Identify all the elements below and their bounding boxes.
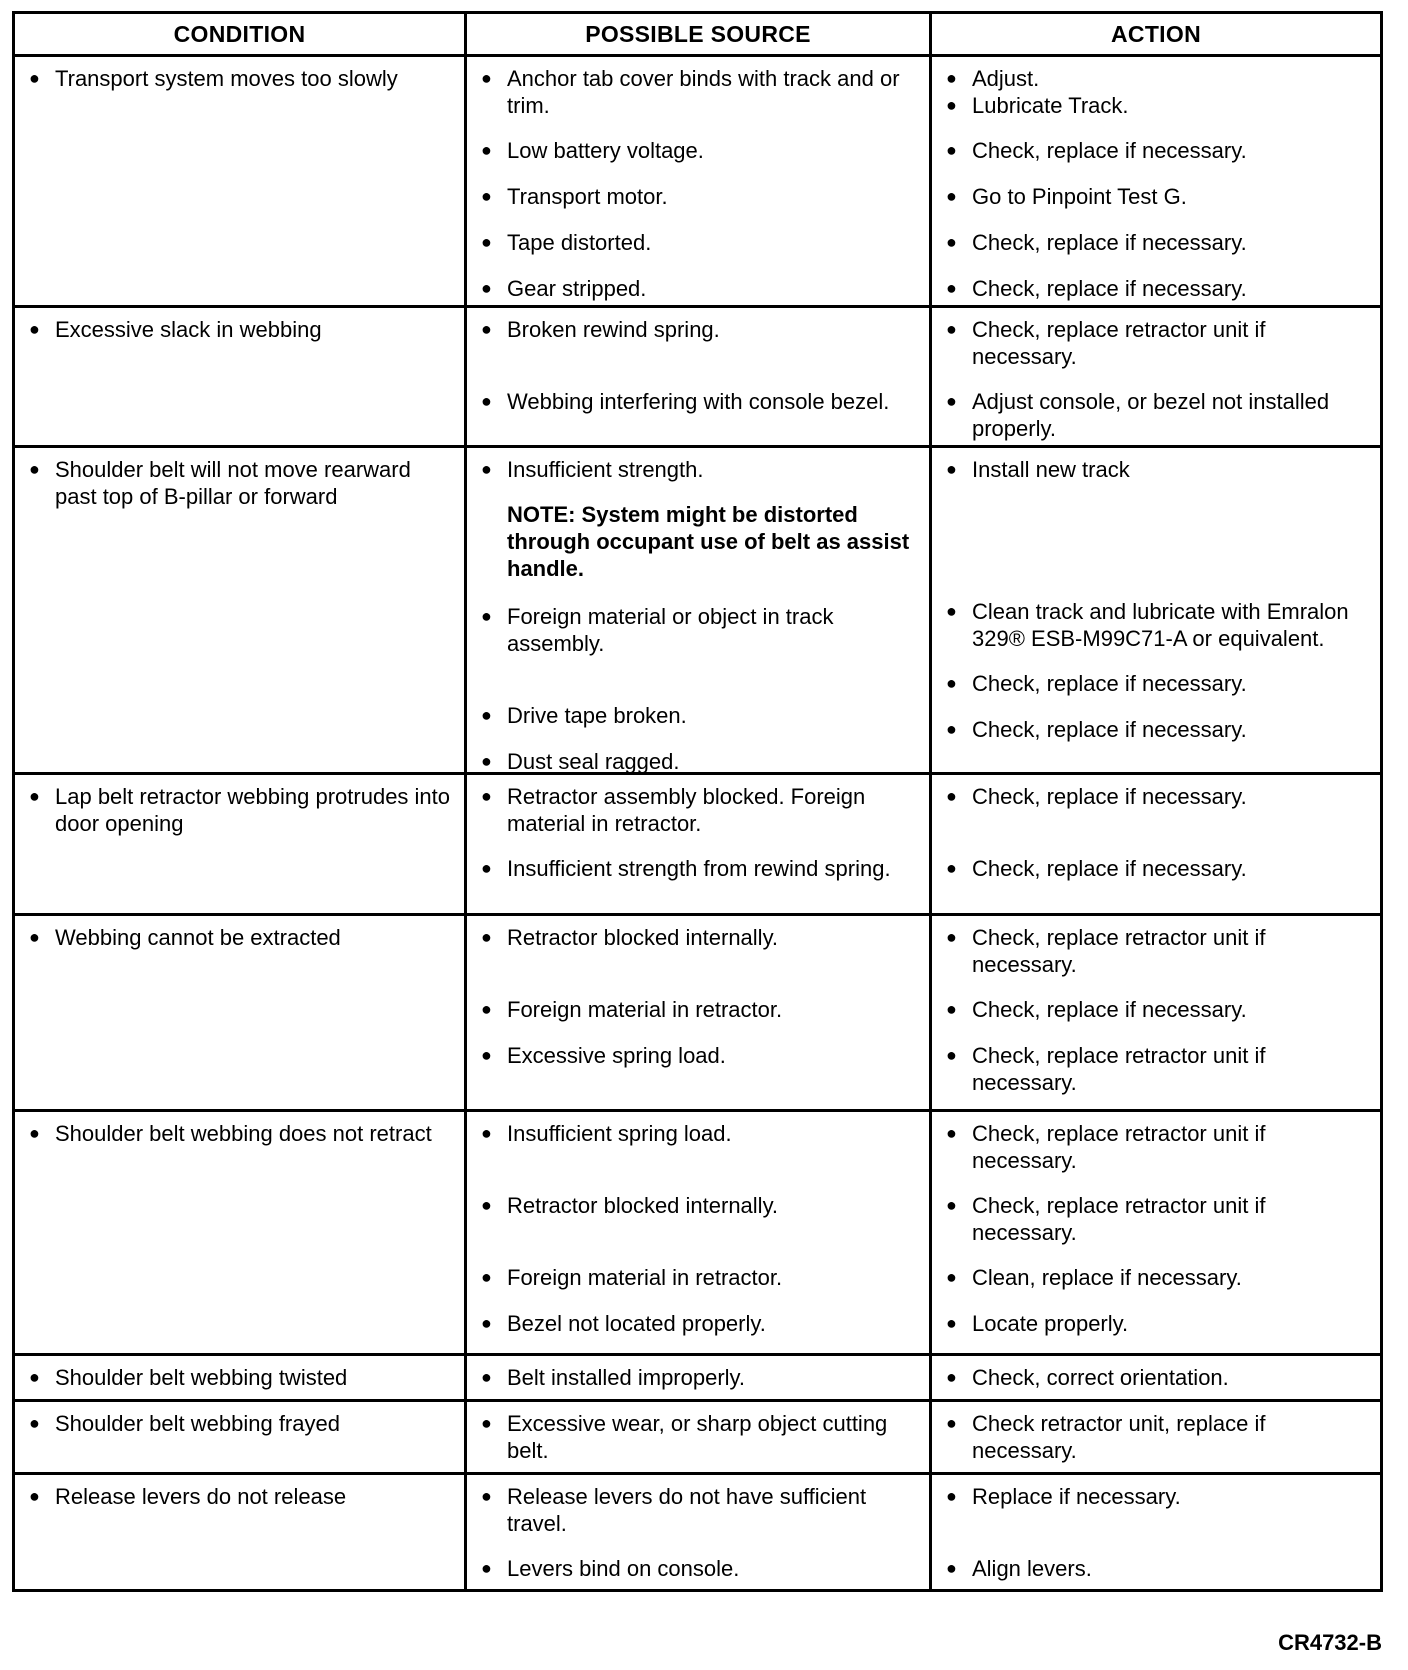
bullet-icon: ● [481, 705, 492, 725]
bullet-icon: ● [481, 606, 492, 626]
bullet-icon: ● [29, 68, 40, 88]
action-cell [932, 1402, 1380, 1472]
condition-text: Webbing cannot be extracted [55, 925, 341, 950]
source-cell [467, 775, 932, 913]
source-cell [467, 916, 932, 1109]
bullet-icon: ● [481, 1486, 492, 1506]
source-text: Low battery voltage. [507, 138, 704, 163]
table-row [15, 308, 1380, 448]
source-cell [467, 1402, 932, 1472]
bullet-icon: ● [29, 319, 40, 339]
bullet-icon: ● [946, 1313, 957, 1333]
note-text: NOTE: System might be distorted through occupant use of belt as assist handle. [507, 502, 910, 581]
action-cell [932, 1356, 1380, 1399]
source-text: Foreign material or object in track assembly. [507, 604, 834, 656]
source-text: Foreign material in retractor. [507, 1265, 783, 1290]
bullet-icon: ● [946, 673, 957, 693]
condition-cell [15, 448, 467, 772]
bullet-icon: ● [481, 1195, 492, 1215]
bullet-icon: ● [481, 186, 492, 206]
table-row [15, 1402, 1380, 1475]
action-text: Check, replace if necessary. [972, 671, 1247, 696]
condition-text: Shoulder belt webbing twisted [55, 1365, 348, 1390]
condition-text: Shoulder belt webbing frayed [55, 1411, 340, 1436]
bullet-icon: ● [946, 601, 957, 621]
condition-cell [15, 916, 467, 1109]
action-cell [932, 916, 1380, 1109]
action-text: Align levers. [972, 1556, 1092, 1581]
action-text: Check, replace if necessary. [972, 856, 1247, 881]
source-text: Release levers do not have sufficient travel. [507, 1484, 867, 1536]
bullet-icon: ● [481, 751, 492, 771]
condition-cell [15, 775, 467, 913]
bullet-icon: ● [481, 278, 492, 298]
table-row [15, 916, 1380, 1112]
bullet-icon: ● [29, 1413, 40, 1433]
source-text: Broken rewind spring. [507, 317, 720, 342]
action-cell [932, 308, 1380, 445]
action-text: Locate properly. [972, 1311, 1129, 1336]
bullet-icon: ● [29, 459, 40, 479]
bullet-icon: ● [481, 391, 492, 411]
bullet-icon: ● [946, 95, 957, 115]
action-cell [932, 1112, 1380, 1353]
condition-text: Release levers do not release [55, 1484, 347, 1509]
condition-text: Shoulder belt webbing does not retract [55, 1121, 432, 1146]
bullet-icon: ● [946, 319, 957, 339]
troubleshooting-table [12, 11, 1383, 1592]
bullet-icon: ● [481, 319, 492, 339]
source-text: Transport motor. [507, 184, 668, 209]
action-text: Check, replace retractor unit if necessary. [972, 317, 1266, 369]
bullet-icon: ● [481, 1558, 492, 1578]
action-cell [932, 1475, 1380, 1589]
table-row [15, 775, 1380, 916]
bullet-icon: ● [29, 1123, 40, 1143]
action-cell [932, 448, 1380, 772]
bullet-icon: ● [946, 1367, 957, 1387]
source-cell [467, 57, 932, 305]
condition-cell [15, 57, 467, 305]
header-possible-source: POSSIBLE SOURCE [467, 14, 932, 54]
source-text: Levers bind on console. [507, 1556, 740, 1581]
source-text: Excessive wear, or sharp object cutting belt. [507, 1411, 888, 1463]
bullet-icon: ● [481, 1267, 492, 1287]
bullet-icon: ● [481, 999, 492, 1019]
action-text: Check, replace if necessary. [972, 138, 1247, 163]
bullet-icon: ● [481, 1123, 492, 1143]
source-text: Belt installed improperly. [507, 1365, 746, 1390]
condition-text: Transport system moves too slowly [55, 66, 398, 91]
action-text: Check, replace if necessary. [972, 997, 1247, 1022]
bullet-icon: ● [481, 786, 492, 806]
condition-text: Excessive slack in webbing [55, 317, 322, 342]
bullet-icon: ● [946, 459, 957, 479]
source-text: Drive tape broken. [507, 703, 687, 728]
action-text: Check, replace retractor unit if necessary. [972, 1193, 1266, 1245]
bullet-icon: ● [946, 858, 957, 878]
action-text: Go to Pinpoint Test G. [972, 184, 1187, 209]
bullet-icon: ● [946, 1486, 957, 1506]
action-text: Adjust. [972, 66, 1040, 91]
bullet-icon: ● [481, 1367, 492, 1387]
bullet-icon: ● [29, 786, 40, 806]
source-text: Dust seal ragged. [507, 749, 680, 774]
source-cell [467, 1112, 932, 1353]
source-text: Tape distorted. [507, 230, 652, 255]
action-text: Check, replace retractor unit if necessary. [972, 925, 1266, 977]
source-text: Bezel not located properly. [507, 1311, 766, 1336]
bullet-icon: ● [946, 1558, 957, 1578]
bullet-icon: ● [29, 1486, 40, 1506]
action-text: Clean, replace if necessary. [972, 1265, 1242, 1290]
bullet-icon: ● [946, 1195, 957, 1215]
source-cell [467, 1356, 932, 1399]
bullet-icon: ● [946, 278, 957, 298]
bullet-icon: ● [946, 232, 957, 252]
table-row [15, 1356, 1380, 1402]
bullet-icon: ● [946, 391, 957, 411]
bullet-icon: ● [946, 999, 957, 1019]
condition-text: Shoulder belt will not move rearward past top of B-pillar or forward [55, 457, 411, 509]
bullet-icon: ● [481, 232, 492, 252]
figure-id: CR4732-B [1278, 1630, 1382, 1655]
action-text: Check, correct orientation. [972, 1365, 1229, 1390]
source-text: Gear stripped. [507, 276, 647, 301]
bullet-icon: ● [946, 1413, 957, 1433]
source-text: Retractor blocked internally. [507, 925, 779, 950]
bullet-icon: ● [946, 786, 957, 806]
bullet-icon: ● [481, 140, 492, 160]
source-text: Insufficient strength. [507, 457, 704, 482]
condition-cell [15, 1112, 467, 1353]
bullet-icon: ● [481, 1045, 492, 1065]
bullet-icon: ● [946, 1267, 957, 1287]
action-cell [932, 775, 1380, 913]
source-text: Insufficient strength from rewind spring. [507, 856, 891, 881]
source-text: Insufficient spring load. [507, 1121, 732, 1146]
source-text: Retractor blocked internally. [507, 1193, 779, 1218]
source-text: Excessive spring load. [507, 1043, 726, 1068]
source-text: Foreign material in retractor. [507, 997, 783, 1022]
action-text: Check, replace retractor unit if necessary. [972, 1043, 1266, 1095]
action-text: Lubricate Track. [972, 93, 1129, 118]
source-text: Retractor assembly blocked. Foreign material in retractor. [507, 784, 866, 836]
action-text: Adjust console, or bezel not installed properly. [972, 389, 1330, 441]
bullet-icon: ● [481, 459, 492, 479]
header-condition: CONDITION [15, 14, 467, 54]
bullet-icon: ● [481, 1413, 492, 1433]
action-text: Check, replace if necessary. [972, 230, 1247, 255]
bullet-icon: ● [946, 140, 957, 160]
condition-text: Lap belt retractor webbing protrudes into door opening [55, 784, 451, 836]
header-action: ACTION [1111, 20, 1201, 47]
bullet-icon: ● [946, 927, 957, 947]
bullet-icon: ● [481, 68, 492, 88]
action-text: Check, replace retractor unit if necessary. [972, 1121, 1266, 1173]
action-text: Install new track [972, 457, 1130, 482]
condition-cell [15, 1356, 467, 1399]
source-cell [467, 448, 932, 772]
bullet-icon: ● [29, 1367, 40, 1387]
condition-cell [15, 308, 467, 445]
action-text: Clean track and lubricate with Emralon 329® ESB-M99C71-A or equivalent. [972, 599, 1349, 651]
source-text: Anchor tab cover binds with track and or trim. [507, 66, 900, 118]
action-text: Check, replace if necessary. [972, 784, 1247, 809]
bullet-icon: ● [946, 186, 957, 206]
table-row [15, 1112, 1380, 1356]
condition-cell [15, 1402, 467, 1472]
action-cell [932, 57, 1380, 305]
action-text: Check, replace if necessary. [972, 717, 1247, 742]
action-text: Check retractor unit, replace if necessary. [972, 1411, 1266, 1463]
table-row [15, 448, 1380, 775]
bullet-icon: ● [946, 68, 957, 88]
bullet-icon: ● [946, 1045, 957, 1065]
source-cell [467, 308, 932, 445]
action-text: Replace if necessary. [972, 1484, 1181, 1509]
source-text: Webbing interfering with console bezel. [507, 389, 890, 414]
source-cell [467, 1475, 932, 1589]
bullet-icon: ● [481, 1313, 492, 1333]
condition-cell [15, 1475, 467, 1589]
bullet-icon: ● [29, 927, 40, 947]
bullet-icon: ● [481, 927, 492, 947]
bullet-icon: ● [946, 1123, 957, 1143]
bullet-icon: ● [946, 719, 957, 739]
action-text: Check, replace if necessary. [972, 276, 1247, 301]
table-row [15, 57, 1380, 308]
table-header [15, 14, 1380, 57]
table-row [15, 1475, 1380, 1589]
bullet-icon: ● [481, 858, 492, 878]
